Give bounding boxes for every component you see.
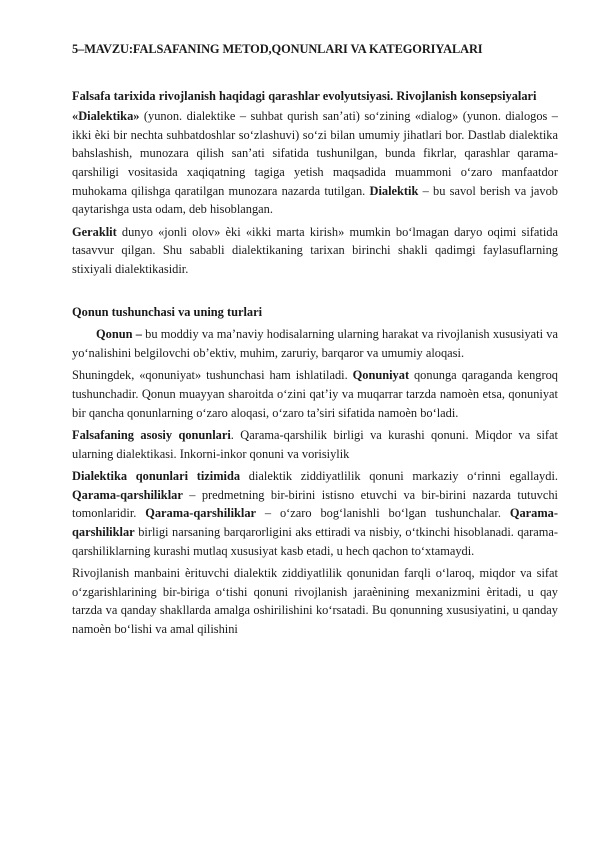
- paragraph-dialektika: [72, 107, 558, 219]
- term-qonun: Qonun –: [96, 327, 142, 342]
- paragraph-text: – o‘zaro bog‘lanishli bo‘lgan tushunchalar.: [256, 506, 510, 521]
- paragraph-geraklit: [72, 223, 558, 279]
- term-qarama-qarshiliklar: Qarama-qarshiliklar: [145, 506, 257, 521]
- page-title: 5–MAVZU:FALSAFANING METOD,QONUNLARI VA KATEGORIYALARI: [72, 42, 483, 56]
- paragraph-text: (yunon. dialektike – suhbat qurish san’ati) so‘zining «dialog» (yunon. dialogos – ikki ѐki bir nechta suhbatdoshlar so‘zlashuvi) so‘zi bilan umumiy jihatlari bor. Dastlab dialektika bahslashish, munozara qilish san’ati sifatida tushunilgan, bunda fikrlar, qarashlar qarama-qarshiligi vositasida xaqiqatning tagiga yetish maqsadida muammoni o‘zaro manfaatdor muhokama qilishga qaratilgan munozara nazarda tutilgan.: [72, 109, 558, 198]
- term-geraklit: Geraklit: [72, 224, 117, 239]
- paragraph-text: dialektik ziddiyatlilik qonuni markaziy o‘rinni egallaydi.: [240, 469, 558, 484]
- paragraph-qonuniyat: [72, 366, 558, 422]
- paragraph-text: – predmetning bir-birini istisno etuvchi va bir-birini nazarda tutuvchi tomonlaridir.: [72, 487, 558, 521]
- term-dialektika: «Dialektika»: [72, 109, 140, 124]
- paragraph-text: dunyo «jonli olov» ѐki «ikki marta kirish» mumkin bo‘lmagan daryo oqimi sifatida tasavvur qilgan. Shu sababli dialektikaning tarixan birinchi shakli qadimgi faylasuflarning stixiyali dialektikasidir.: [72, 224, 558, 276]
- paragraph-text: Shuningdek, «qonuniyat» tushunchasi ham ishlatiladi.: [72, 368, 353, 383]
- paragraph-text: bu moddiy va ma’naviy hodisalarning ularning harakat va rivojlanish xususiyati va yo‘nalishini belgilovchi ob’ektiv, muhim, zaruriy, barqaror va umumiy aloqasi.: [72, 327, 558, 360]
- term-qarama-qarshiliklar: Qarama-qarshiliklar: [72, 487, 183, 502]
- paragraph-dialektika-qonunlari: [72, 467, 558, 560]
- paragraph-asosiy-qonunlar: [72, 426, 558, 463]
- term-asosiy-qonunlar: Falsafaning asosiy qonunlari: [72, 428, 231, 443]
- paragraph-qonun: [72, 325, 558, 362]
- term-qarama-qarshiliklar: Qarama-qarshiliklar: [72, 506, 558, 540]
- term-dialektika-qonunlari: Dialektika qonunlari tizimida: [72, 469, 241, 484]
- section-spacer: [72, 283, 558, 303]
- paragraph-text: birligi narsaning barqarorligini aks ettiradi va nisbiy, o‘tkinchi hisoblanadi. qarama-qarshiliklarning kurashi mutlaq xususiyat kasb etadi, u hech qachon to‘xtamaydi.: [72, 525, 558, 558]
- document-page: [72, 40, 558, 643]
- term-dialektik: Dialektik: [369, 183, 419, 198]
- paragraph-text: qonunga qaraganda kengroq tushunchadir. Qonun muayyan sharoitda o‘zini qat’iy va muqarrar tarzda namoѐn etsa, qonuniyat bir qancha qonunlarning o‘zaro aloqasi, o‘zaro ta’siri sifatida namoѐn bo‘ladi.: [72, 368, 558, 420]
- section-heading-evolution: Falsafa tarixida rivojlanish haqidagi qarashlar evolyutsiyasi. Rivojlanish konsepsiyalari: [72, 88, 537, 103]
- paragraph-rivojlanish-manbai: Rivojlanish manbaini ѐrituvchi dialektik ziddiyatlilik qonunidan farqli o‘laroq, miqdor va sifat o‘zgarishlarining bir-biriga o‘tishi qonuni rivojlanish jaraѐnining mexanizmini ѐritadi, u qay tarzda va qanday shakllarda amalga oshirilishini ko‘rsatadi. Bu qonunning xususiyatini, u qanday namoѐn bo‘lishi va amal qilishini: [72, 566, 558, 637]
- paragraph-text: . Qarama-qarshilik birligi va kurashi qonuni. Miqdor va sifat ularning dialektikasi. Inkorni-inkor qonuni va vorisiylik: [72, 428, 558, 461]
- term-qonuniyat: Qonuniyat: [352, 368, 410, 383]
- section-heading-qonun: Qonun tushunchasi va uning turlari: [72, 304, 263, 319]
- paragraph-text: – bu savol berish va javob qaytarishga usta odam, deb hisoblangan.: [72, 183, 558, 217]
